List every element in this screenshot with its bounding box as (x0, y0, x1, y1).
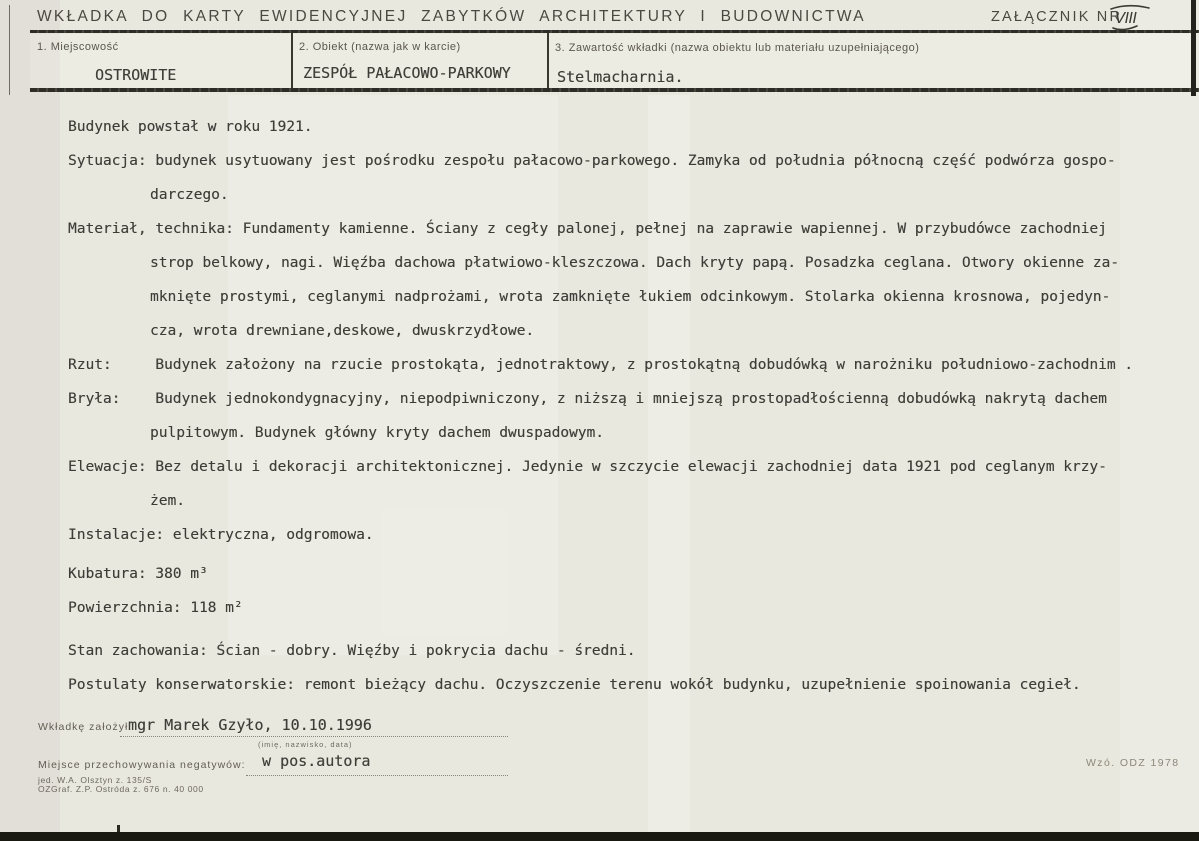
body-line: Instalacje: elektryczna, odgromowa. (68, 527, 374, 543)
scan-light-band (228, 95, 558, 655)
scan-shade-band (0, 0, 60, 841)
rule-top (30, 30, 1199, 33)
scan-edge-left (9, 5, 10, 95)
body-line: strop belkowy, nagi. Więźba dachowa płatwiowo-kleszczowa. Dach kryty papą. Posadzka ceglana. Otwory okienne za- (150, 255, 1120, 271)
attachment-number-value: VIII (1115, 9, 1137, 27)
scan-edge-right (1191, 0, 1196, 96)
scan-speck (117, 825, 120, 832)
scan-light-band (1120, 0, 1199, 841)
column-divider-2 (547, 33, 549, 88)
body-line-powierzchnia: Powierzchnia: 118 m² (68, 600, 243, 616)
rule-below-header (30, 88, 1199, 92)
attachment-number-label: ZAŁĄCZNIK NR (991, 9, 1123, 25)
body-line: żem. (150, 493, 185, 509)
form-code: Wzó. ODZ 1978 (1086, 757, 1180, 769)
body-line: Rzut: Budynek założony na rzucie prostokąta, jednotraktowy, z prostokątną dobudówką w narożniku południowo-zachodnim . (68, 357, 1134, 373)
body-line-kubatura: Kubatura: 380 m³ (68, 566, 208, 582)
body-line: Budynek powstał w roku 1921. (68, 119, 313, 135)
founder-hint: (imię, nazwisko, data) (258, 740, 353, 749)
founder-value: mgr Marek Gzyło, 10.10.1996 (128, 716, 372, 734)
print-shop-line-1: jed. W.A. Olsztyn z. 135/S (38, 775, 152, 785)
field-value-obiekt: ZESPÓŁ PAŁACOWO-PARKOWY (303, 64, 511, 82)
body-line-postulaty: Postulaty konserwatorskie: remont bieżący dachu. Oczyszczenie terenu wokół budynku, uzupełnienie spoinowania cegieł. (68, 677, 1081, 693)
body-line: pulpitowym. Budynek główny kryty dachem dwuspadowym. (150, 425, 604, 441)
column-divider-1 (291, 33, 293, 88)
body-line: darczego. (150, 187, 229, 203)
field-label-obiekt: 2. Obiekt (nazwa jak w karcie) (299, 41, 461, 53)
founder-label: Wkładkę założył: (38, 721, 133, 733)
body-line: Sytuacja: budynek usytuowany jest pośrodku zespołu pałacowo-parkowego. Zamyka od południa północną część podwórza gospo- (68, 153, 1116, 169)
field-label-miejscowosc: 1. Miejscowość (37, 41, 119, 53)
field-value-miejscowosc: OSTROWITE (95, 66, 177, 84)
field-label-zawartosc-wkladki: 3. Zawartość wkładki (nazwa obiektu lub materiału uzupełniającego) (555, 42, 920, 54)
body-line: cza, wrota drewniane,deskowe, dwuskrzydłowe. (150, 323, 535, 339)
body-line-stan-zachowania: Stan zachowania: Ścian - dobry. Więźby i pokrycia dachu - średni. (68, 643, 636, 659)
body-line: Bryła: Budynek jednokondygnacyjny, niepodpiwniczony, z niższą i mniejszą prostopadłościenną dobudówką nakrytą dachem (68, 391, 1107, 407)
field-value-zawartosc-wkladki: Stelmacharnia. (557, 68, 684, 86)
body-line: mknięte prostymi, ceglanymi nadprożami, wrota zamknięte łukiem odcinkowym. Stolarka okienna krosnowa, pojedyn- (150, 289, 1111, 305)
body-line: Elewacje: Bez detalu i dekoracji architektonicznej. Jedynie w szczycie elewacji zachodniej data 1921 pod ceglanym krzy- (68, 459, 1107, 475)
negatives-value: w pos.autora (262, 752, 371, 770)
body-line: Materiał, technika: Fundamenty kamienne. Ściany z cegły palonej, pełnej na zaprawie wapiennej. W przybudówce zachodniej (68, 221, 1107, 237)
print-shop-line-2: OZGraf. Z.P. Ostróda z. 676 n. 40 000 (38, 784, 204, 794)
document-title: WKŁADKA DO KARTY EWIDENCYJNEJ ZABYTKÓW ARCHITEKTURY I BUDOWNICTWA (37, 8, 866, 25)
scan-edge-bottom (0, 832, 1199, 841)
negatives-label: Miejsce przechowywania negatywów: (38, 759, 246, 771)
